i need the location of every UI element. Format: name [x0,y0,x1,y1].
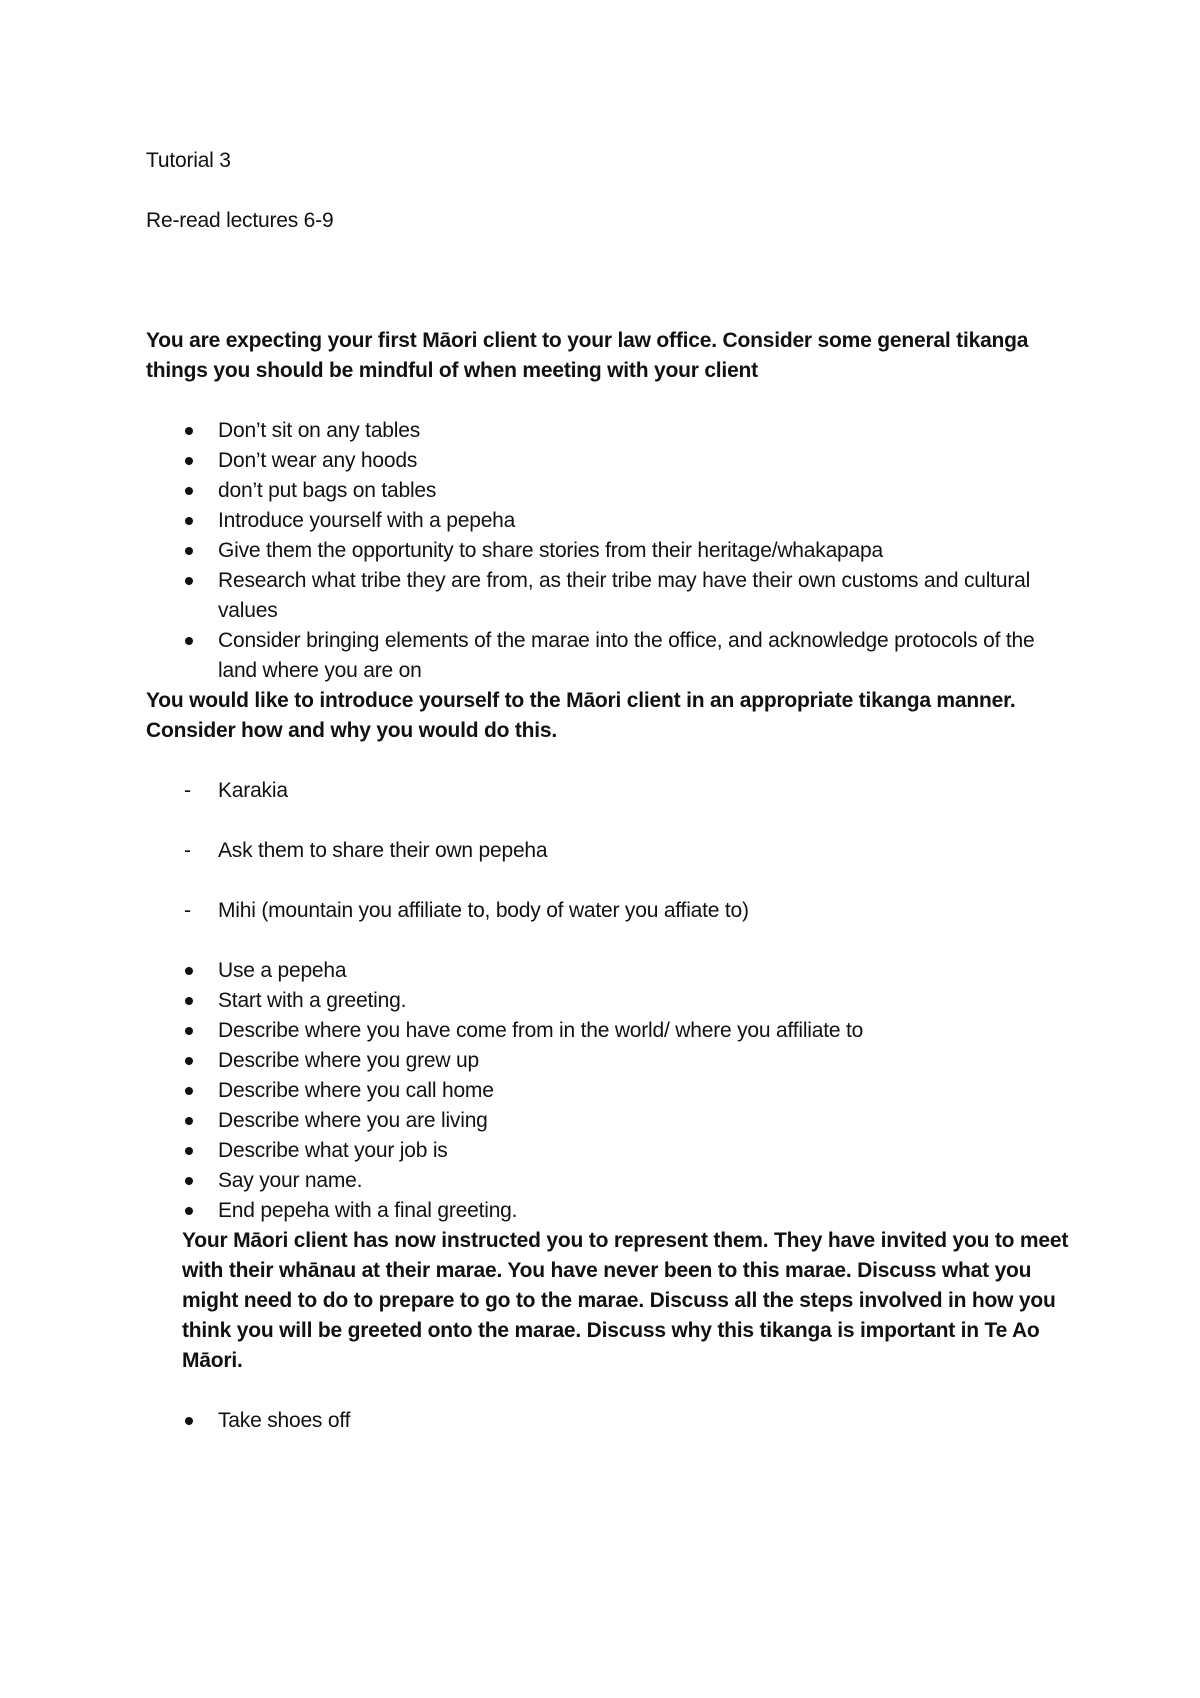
list-item [146,1136,1076,1166]
list-item-text: don’t put bags on tables [218,479,437,502]
list-item-text: Consider bringing elements of the marae into the office, and acknowledge protocols of the land where you are on [218,629,1035,682]
dash-icon: - [184,779,191,802]
list-item-text: Describe where you call home [218,1079,494,1102]
list-item-text: Give them the opportunity to share stories from their heritage/whakapapa [218,539,883,562]
bullet-icon [185,1057,193,1065]
dash-icon: - [184,839,191,862]
list-item [146,416,1076,446]
bullet-icon [185,547,193,555]
document-title: Tutorial 3 [146,149,231,172]
list-item-text: Mihi (mountain you affiliate to, body of water you affiate to) [218,899,749,922]
list-item-text: Describe what your job is [218,1139,448,1162]
dash-list [146,776,1076,926]
list-item [146,896,1076,926]
document-body [146,146,1076,1436]
list-item-text: Start with a greeting. [218,989,407,1012]
list-item [146,986,1076,1016]
list-item-text: Describe where you are living [218,1109,488,1132]
document-subtitle: Re-read lectures 6-9 [146,209,334,232]
bullet-icon [185,1087,193,1095]
bullet-icon [185,1027,193,1035]
list-item [146,1406,1076,1436]
bullet-list-1 [146,416,1076,686]
list-item [146,1046,1076,1076]
bullet-list-3 [146,1406,1076,1436]
bullet-icon [185,1117,193,1125]
bullet-icon [185,997,193,1005]
list-item [146,1166,1076,1196]
list-item [146,956,1076,986]
bullet-icon [185,637,193,645]
dash-icon: - [184,899,191,922]
bullet-icon [185,1207,193,1215]
list-item-text: End pepeha with a final greeting. [218,1199,518,1222]
question-2: You would like to introduce yourself to the Māori client in an appropriate tikanga manner. Consider how and why you would do this. [146,689,1016,742]
list-item [146,506,1076,536]
list-item [146,1196,1076,1226]
list-item-text: Karakia [218,779,288,802]
bullet-icon [185,487,193,495]
bullet-list-2 [146,956,1076,1226]
list-item [146,626,1076,686]
bullet-icon [185,967,193,975]
list-item-text: Say your name. [218,1169,363,1192]
list-item [146,836,1076,866]
list-item-text: Research what tribe they are from, as their tribe may have their own customs and cultural values [218,569,1031,622]
list-item [146,476,1076,506]
question-3: Your Māori client has now instructed you to represent them. They have invited you to meet with their whānau at their marae. You have never been to this marae. Discuss what you might need to do to prepare to go to the marae. Discuss all the steps involved in how you think you will be greeted onto the marae. Discuss why this tikanga is important in Te Ao Māori. [182,1229,1069,1372]
list-item-text: Use a pepeha [218,959,347,982]
bullet-icon [185,1177,193,1185]
list-item [146,536,1076,566]
bullet-icon [185,1417,193,1425]
list-item-text: Ask them to share their own pepeha [218,839,548,862]
list-item [146,1106,1076,1136]
list-item [146,1016,1076,1046]
bullet-icon [185,517,193,525]
list-item-text: Describe where you grew up [218,1049,479,1072]
list-item-text: Don’t wear any hoods [218,449,418,472]
list-item-text: Don’t sit on any tables [218,419,421,442]
bullet-icon [185,457,193,465]
list-item [146,776,1076,806]
list-item [146,566,1076,626]
list-item-text: Take shoes off [218,1409,351,1432]
bullet-icon [185,577,193,585]
list-item [146,1076,1076,1106]
list-item [146,446,1076,476]
list-item-text: Describe where you have come from in the world/ where you affiliate to [218,1019,864,1042]
question-1: You are expecting your first Māori client to your law office. Consider some general tikanga things you should be mindful of when meeting with your client [146,329,1029,382]
bullet-icon [185,427,193,435]
bullet-icon [185,1147,193,1155]
list-item-text: Introduce yourself with a pepeha [218,509,516,532]
